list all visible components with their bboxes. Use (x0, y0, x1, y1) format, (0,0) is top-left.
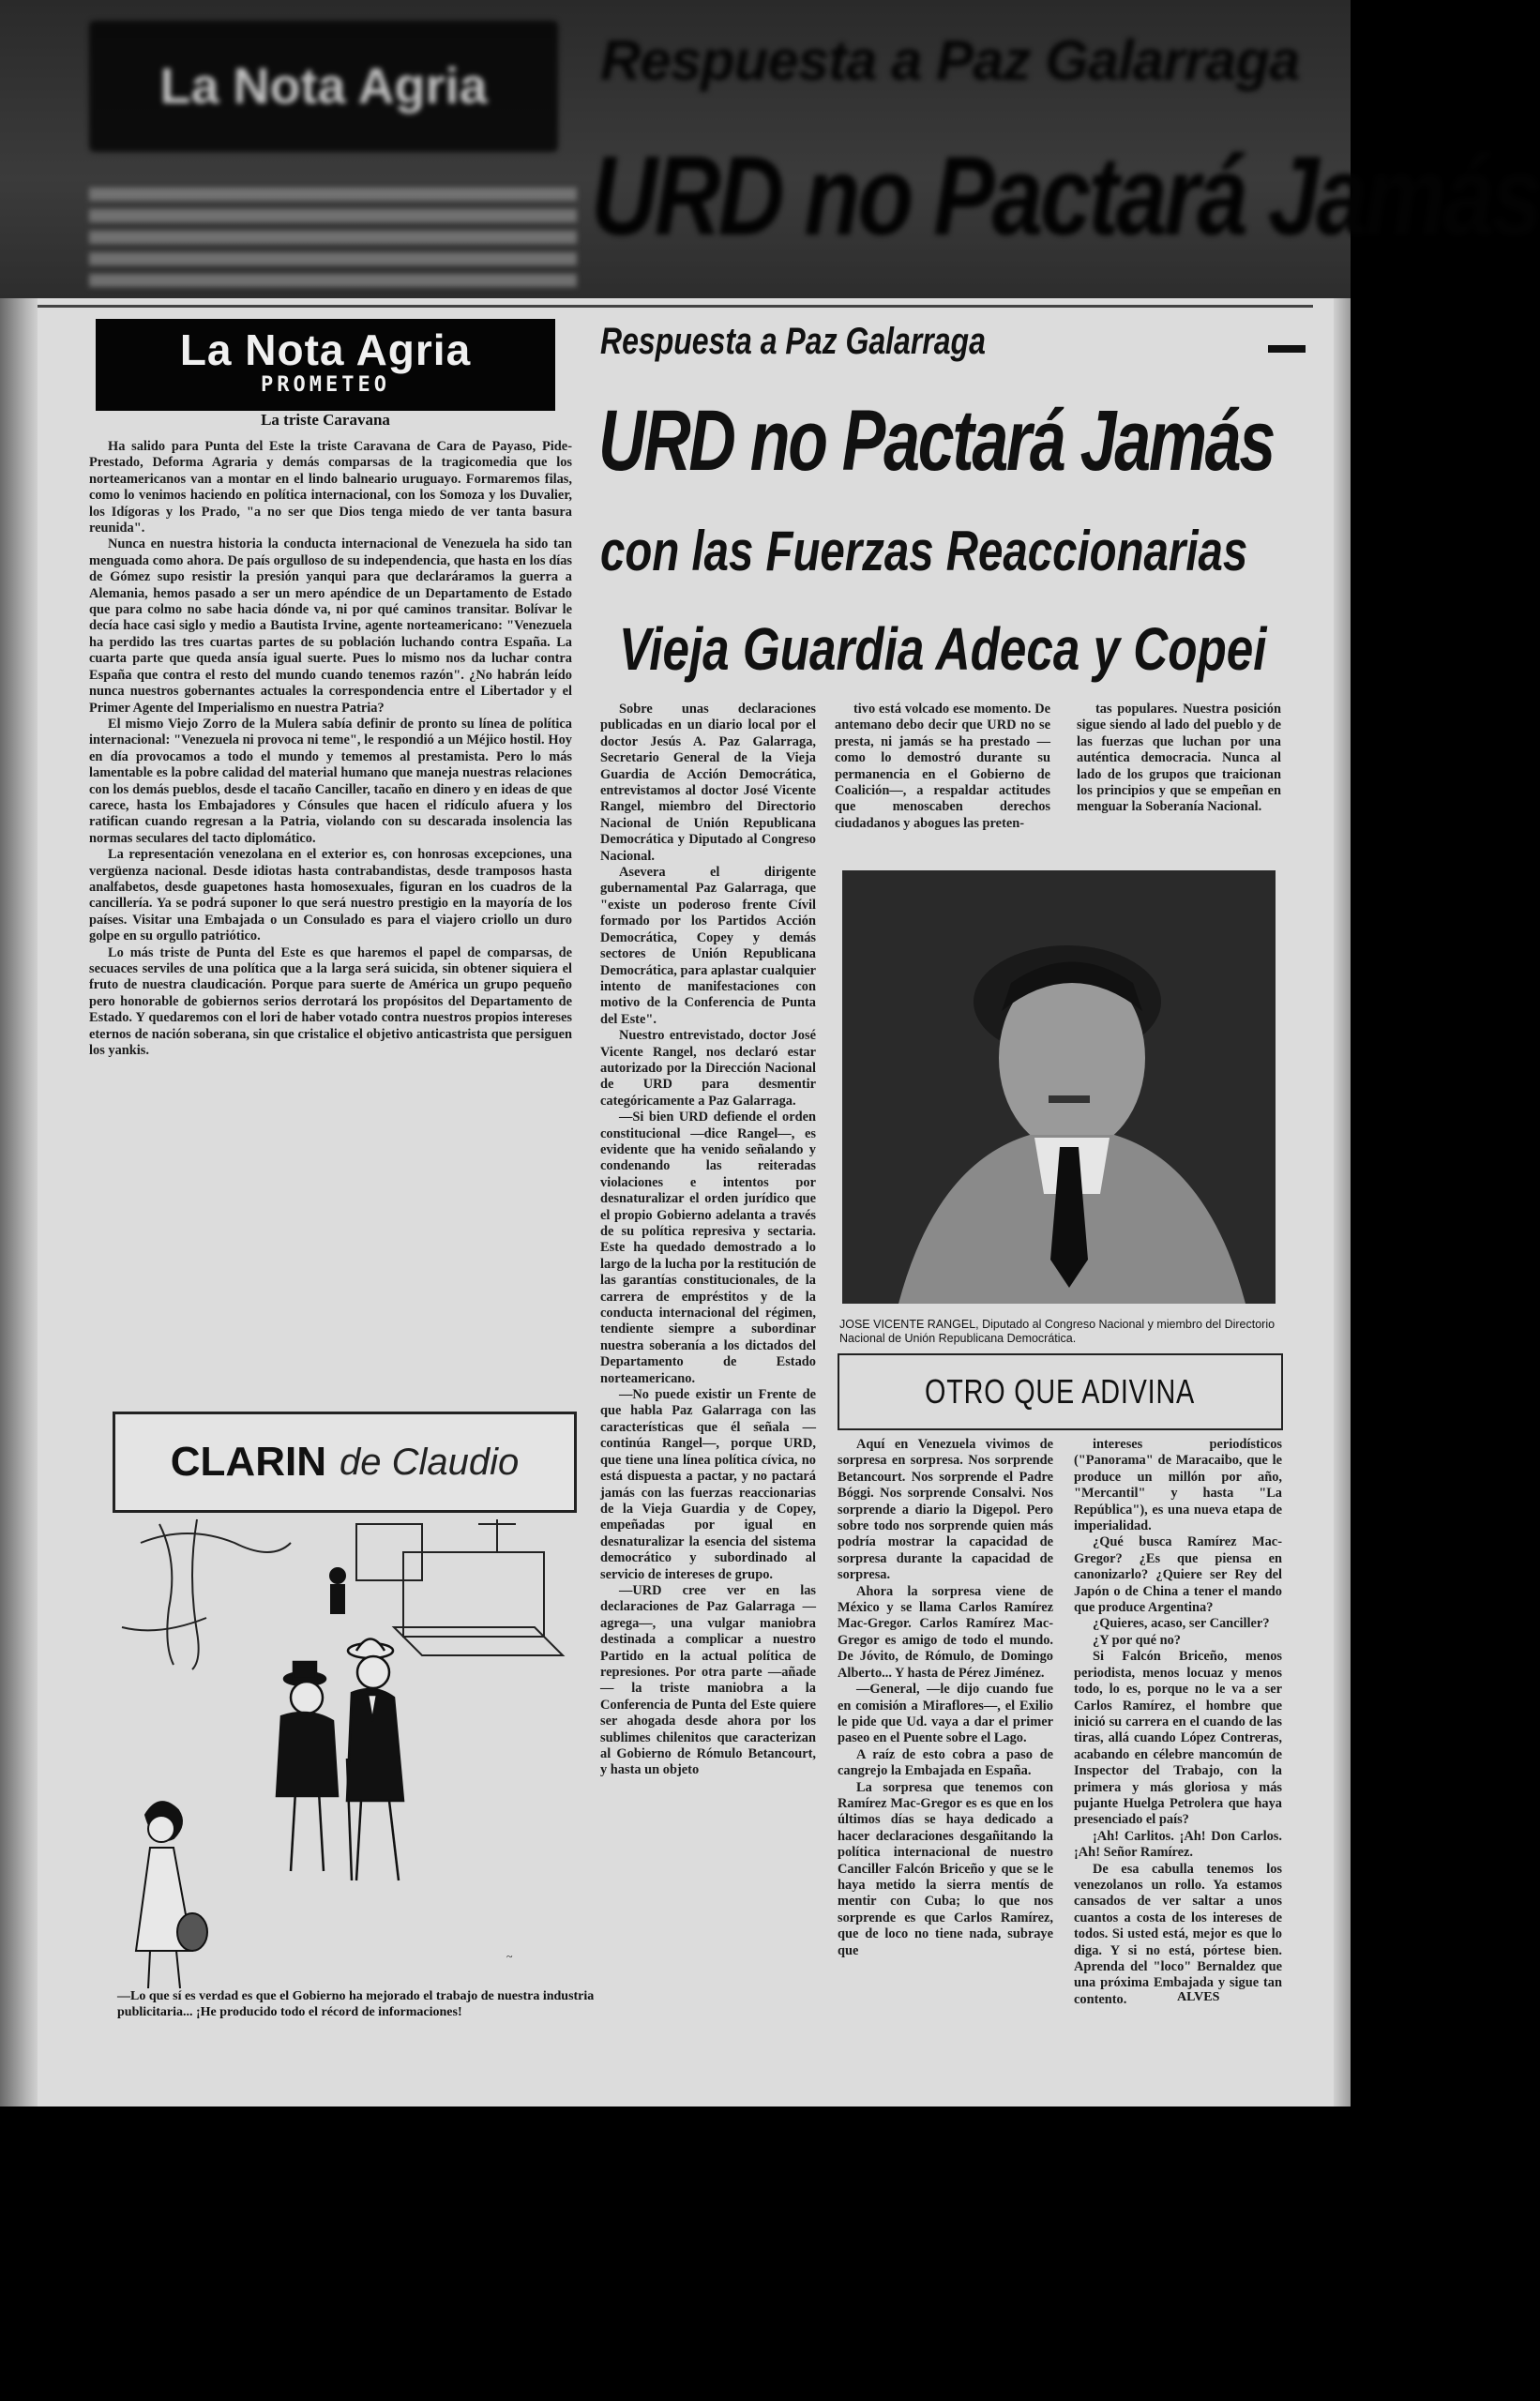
masthead-subtitle: PROMETEO (261, 373, 390, 397)
otro-column-2 (1074, 1437, 1282, 2008)
article-column-3 (1077, 702, 1281, 816)
column-masthead (96, 319, 555, 411)
masthead-title: La Nota Agria (179, 325, 472, 374)
otro-paragraph: Ahora la sorpresa viene de México y se llama Carlos Ramírez Mac-Gregor. Carlos Ramírez Mac-Gregor es amigo de todo el mundo. De Jóvito, de Rómulo, de Domingo Alberto... Y hasta de Pérez Jiménez. (838, 1583, 1053, 1681)
otro-paragraph: Aquí en Venezuela vivimos de sorpresa en sorpresa. Nos sorprende Betancourt. Nos sorprende el Padre Bóggi. Nos sorprende Consalvi. Nos sorprende a diario la Digepol. Pero sobre todo nos sorprende quien más podría mostrar la capacidad de sorpresa durante la capacidad de sorpresa. (838, 1437, 1053, 1583)
dash-mark (1268, 345, 1306, 353)
column-subtitle: La triste Caravana (261, 411, 390, 429)
article-paragraph: —No puede existir un Frente de que habla Paz Galarraga con las características que él señala —continúa Rangel—, porque URD, que tiene una línea política cívica, no está dispuesta a pactar, y no pactará jamás con las fuerzas reaccionarias de la Vieja Guardia y de Copey, empeñadas por igual en desnaturalizar la esencia del sistema democrático y subordinado al servicio de intereses de grupo. (600, 1387, 816, 1582)
left-paragraph: El mismo Viejo Zorro de la Mulera sabía definir de pronto su línea de política internacional: "Venezuela ni provoca ni teme", le respondió a un Méjico hostil. Hoy en día provocamos a todo el mundo y tememos al prestamista. Pero lo más lamentable es la pobre calidad del material humano que maneja nuestras relaciones con los demás pueblos, desde el tacaño Canciller, tacaño en dinero y en ideas de que carece, hasta los Embajadores y Cónsules que hacen el ridículo afuera y los ratifican cuando regresan a la Patria, violando con su descarada insolencia las normas seculares del tacto diplomático. (89, 716, 572, 846)
article-paragraph: Sobre unas declaraciones publicadas en un diario local por el doctor Jesús A. Paz Galarraga, Secretario General de la Vieja Guardia de Acción Democrática, entrevistamos al doctor José Vicente Rangel, miembro del Directorio Nacional de Unión Republicana Democrática y Diputado al Congreso Nacional. (600, 702, 816, 864)
article-paragraph: —Si bien URD defiende el orden constitucional —dice Rangel—, es evidente que ha venido señalando y condenando las reiteradas violaciones e intentos por desnaturalizar el orden jurídico que el propio Gobierno adelanta a través de su política represiva y sectaria. Este ha quedado demostrado a lo largo de la lucha por la restitución de las garantías constitucionales, de la carrera de empréstitos y de la conducta internacional del régimen, tendiente siempre a subordinar nuestra soberanía a los dictados del Departamento de Estado norteamericano. (600, 1110, 816, 1386)
zoom-text-lines (89, 188, 577, 295)
signature: ALVES (1177, 1990, 1220, 2004)
otro-column-1 (838, 1437, 1053, 1959)
otro-paragraph: Si Falcón Briceño, menos periodista, menos locuaz y menos todo, lo es, porque no le va a ser Carlos Ramírez, el hombre que inició su carrera en el cuando de las tiras, allá cuando López Contreras, acabando en célebre mancomún de Inspector del Trabajo, con la primera y más gloriosa y más pujante Huelga Petrolera que haya presenciado el país? (1074, 1649, 1282, 1828)
otro-paragraph: —General, —le dijo cuando fue en comisión a Miraflores—, el Exilio le pide que Ud. vaya a dar el primer paseo en el Puente sobre el Lago. (838, 1682, 1053, 1746)
article-paragraph: Asevera el dirigente gubernamental Paz Galarraga, que "existe un poderoso frente Cívil formado por los Partidos Acción Democrática, Copey y demás sectores de Unión Republicana Democrática, para aplastar cualquier intento de manifestaciones con motivo de la Conferencia de Punta del Este". (600, 865, 816, 1027)
otro-paragraph: ¡Ah! Carlitos. ¡Ah! Don Carlos. ¡Ah! Señor Ramírez. (1074, 1828, 1282, 1861)
otro-paragraph: intereses periodísticos ("Panorama" de Maracaibo, que le produce un millón por año, "Mercantil" y hasta "La República"), es una nueva etapa de imperialidad. (1074, 1437, 1282, 1534)
headline-line-3: Vieja Guardia Adeca y Copei (619, 615, 1267, 683)
article-paragraph: tivo está volcado ese momento. De antemano debo decir que URD no se presta, ni jamás se ha prestado —como lo demostró durante su permanencia en el Gobierno de Coalición—, a respaldar actitudes que menoscaben derechos ciudadanos y abogues las preten- (835, 702, 1050, 831)
svg-text:~: ~ (506, 1950, 513, 1963)
photo-caption: JOSE VICENTE RANGEL, Diputado al Congreso Nacional y miembro del Directorio Nacional de Unión Republicana Democrática. (839, 1318, 1276, 1345)
clarin-title: CLARIN (170, 1439, 326, 1485)
left-paragraph: Lo más triste de Punta del Este es que haremos el papel de comparsas, de secuaces serviles de una política que a la larga será suicida, sin obtener siquiera el fruto de nuestra claudicación. Porque para suerte de América un grupo pequeño pero honorable de gobiernos serios derrotará los propósitos del Departamento de Estado. Y quedaremos con el lori de haber votado contra nuestros propios intereses eternos de nación soberana, sin que cristalice el objetivo anticastrista que persiguen los yankis. (89, 944, 572, 1059)
article-paragraph: tas populares. Nuestra posición sigue siendo al lado del pueblo y de las fuerzas que luchan por una auténtica democracia. Nunca al lado de los grupos que traicionan los principios y que se empeñan en menguar la Soberanía Nacional. (1077, 702, 1281, 815)
left-article-body (89, 439, 572, 1059)
otro-paragraph: ¿Qué busca Ramírez Mac-Gregor? ¿Es que piensa en canonizarlo? ¿Quiere ser Rey del Japón o de China a tener el mando que produce Argentina? (1074, 1534, 1282, 1616)
otro-paragraph: ¿Quieres, acaso, ser Canciller? (1093, 1616, 1270, 1632)
otro-paragraph: La sorpresa que tenemos con Ramírez Mac-Gregor es es que en los últimos días se haya dedicado a hacer declaraciones desgañitando la política internacional de nuestro Canciller Falcón Briceño y que se le haya metido la sierra mentís de mentir con Cuba; lo que nos sorprende es que Carlos Ramírez, que de loco no tiene nada, subraye que (838, 1779, 1053, 1958)
bottom-margin (0, 2107, 1351, 2401)
otro-paragraph: ¿Y por qué no? (1093, 1632, 1181, 1648)
zoom-headline: URD no Pactará Jamás (591, 133, 1540, 259)
zoom-preview-strip (0, 0, 1540, 298)
cartoon-caption: —Lo que sí es verdad es que el Gobierno ha mejorado el trabajo de nuestra industria publicitaria... ¡He producido todo el récord de informaciones! (117, 1989, 595, 2019)
article-column-1 (600, 702, 816, 1779)
article-paragraph: —URD cree ver en las declaraciones de Paz Galarraga —agrega—, una vulgar maniobra destinada a complicar a nuestro Partido en la actual política de represiones. Por otra parte —añade— la triste maniobra a la Conferencia de Punta del Este quiere ser ahogada desde ahora por los sublimes chilenitos que caracterizan al Gobierno de Rómulo Betancourt, y hasta un objeto (600, 1582, 816, 1778)
article-column-2 (835, 702, 1050, 832)
zoom-kicker: Respuesta a Paz Galarraga (600, 29, 1300, 92)
otro-box: OTRO QUE ADIVINA (838, 1353, 1283, 1430)
headline-line-2: con las Fuerzas Reaccionarias (600, 520, 1248, 582)
clarin-author: de Claudio (339, 1441, 520, 1483)
left-paragraph: La representación venezolana en el exterior es, con honrosas excepciones, una vergüenza nacional. Desde idiotas hasta contrabandistas, desde tramposos hasta analfabetos, desde guapetones hasta homosexuales, figuran en los cuadros de la cancillería. Ya se podrá suponer lo que será nuestro prestigio en la mayoría de los países. Visitar una Embajada o un Consulado es para el viajero criollo un duro golpe en su orgullo patriótico. (89, 847, 572, 944)
portrait-photo (842, 870, 1276, 1304)
headline-main: URD no Pactará Jamás (598, 393, 1274, 489)
otro-paragraph: De esa cabulla tenemos los venezolanos un rollo. Ya estamos cansados de ver saltar a unos cuantos a costa de los intereses de todos. Si usted está, mejor es que lo diga. Y si no está, pórtese bien. Aprenda del "loco" Bernaldez que una próxima Embajada y sigue tan contento. (1074, 1861, 1282, 2007)
clarin-box (113, 1412, 577, 1513)
cartoon-illustration (122, 1515, 591, 2002)
zoom-masthead: La Nota Agria (89, 21, 558, 152)
article-paragraph: Nuestro entrevistado, doctor José Vicente Rangel, nos declaró estar autorizado por la Dirección Nacional de URD para desmentir categóricamente a Paz Galarraga. (600, 1028, 816, 1109)
article-kicker: Respuesta a Paz Galarraga (600, 321, 986, 362)
otro-paragraph: A raíz de esto cobra a paso de cangrejo la Embajada en España. (838, 1746, 1053, 1779)
top-rule (38, 305, 1313, 308)
left-paragraph: Ha salido para Punta del Este la triste Caravana de Cara de Payaso, Pide-Prestado, Deforma Agraria y demás comparsas de la tragicomedia que los norteamericanos van a montar en el lindo balneario uruguayo. Formaremos filas, como lo venimos haciendo en política internacional, con los Somoza y los Duvalier, los Idígoras y los Prado, "a no ser que Dios tenga miedo de ver tanta basura reunida". (89, 439, 572, 536)
left-paragraph: Nunca en nuestra historia la conducta internacional de Venezuela ha sido tan menguada como ahora. De país orgulloso de su independencia, que hasta en los días de Gómez supo resistir la presión yanqui para que declaráramos la guerra a Alemania, hemos pasado a ser un mero apéndice de un Departamento de Estado que para colmo no sabe hacia dónde va, ni por qué caminos transitar. Bolívar le decía hace casi siglo y medio a Bautista Irvine, agente norteamericano: "Venezuela ha perdido las tres cuartas partes de su población luchando contra España. La cuarta parte que queda ansía igual suerte. Pues lo mismo nos da luchar contra España que contra el resto del mundo cuando tenemos razón". ¿No habrán leído nunca nuestros gobernantes actuales la correspondencia entre el Libertador y el Primer Agente del Imperialismo en nuestra Patria? (89, 536, 572, 716)
